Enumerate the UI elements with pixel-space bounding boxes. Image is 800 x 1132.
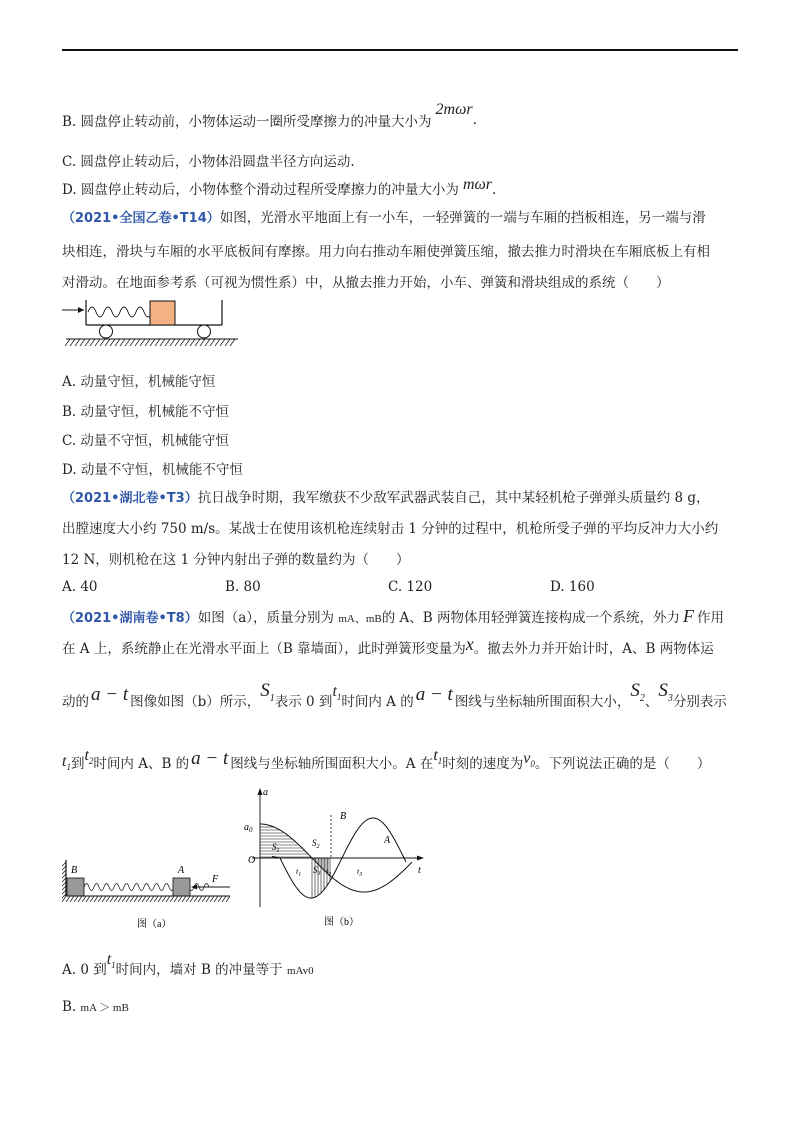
hatch-stroke [220,339,225,346]
q1-option-b: B. 动量守恒，机械能不守恒 [62,404,230,420]
hatch-stroke [180,339,185,346]
t1-label: $t_1$ [296,867,302,878]
hatch-stroke [158,896,162,902]
hatch-stroke [126,896,130,902]
hatch-stroke [145,339,150,346]
hatch-stroke [95,339,100,346]
q3-option-b: B. mA ＞ mB [62,999,129,1015]
label-F: F [212,874,219,885]
hatch-stroke [110,339,115,346]
hatch-stroke [106,896,110,902]
q2-source: （2021•湖北卷•T3） [62,491,198,506]
q3-source: （2021•湖南卷•T8） [62,611,198,626]
a-axis-arrow [258,788,263,795]
hatch-stroke [125,339,130,346]
q1-option-d: D. 动量不守恒，机械能不守恒 [62,462,243,478]
hatch-stroke [185,339,190,346]
hatch-stroke [146,896,150,902]
q1-stem-line1: （2021•全国乙卷•T14）如图，光滑水平地面上有一小车，一轻弹簧的一端与车厢的挡板相连，另一端与滑 [62,210,706,226]
hatch-stroke [194,896,198,902]
hatch-stroke [66,896,70,902]
ground-hatching [65,339,235,346]
hatch-stroke [205,339,210,346]
q2-stem-line3: 12 N，则机枪在这 1 分钟内射出子弹的数量约为（ ） [62,552,410,568]
force-arrow-head [191,885,197,890]
header-rule [62,49,738,51]
q1-cart-figure [62,298,242,350]
hatch-stroke [225,339,230,346]
q3-stem-line4: $t_1$到$t_2$时间内 A、B 的 a − t 图线与坐标轴所围面积大小。A 在$t_1$时刻的速度为$v_0$。下列说法正确的是（ ） [62,747,711,773]
hatch-stroke [114,896,118,902]
origin-label: O [248,855,256,866]
curve-B-label: B [340,811,347,822]
hatch-stroke [134,896,138,902]
q2-option-c: C. 120 [388,579,433,595]
hatch-stroke [118,896,122,902]
hatch-stroke [162,896,166,902]
hatch-stroke [86,896,90,902]
hatch-stroke [222,896,226,902]
t-axis-label: t [418,865,421,876]
hatch-stroke [138,896,142,902]
hatch-stroke [135,339,140,346]
hatch-stroke [230,339,235,346]
S1-label: $S_1$ [272,842,280,854]
hatch-stroke [210,896,214,902]
hatch-stroke [130,896,134,902]
q1-option-a: A. 动量守恒，机械能守恒 [62,374,216,390]
S3-label: $S_3$ [313,865,321,877]
prev-option-b: B. 圆盘停止转动前，小物体运动一圈所受摩擦力的冲量大小为2mωr. [62,101,477,130]
hatch-stroke [122,896,126,902]
q3-figure-b [240,785,430,935]
wheel-left [100,325,113,338]
q3-stem-line1: （2021•湖南卷•T8）如图（a），质量分别为 mA、mB的 A、B 两物体用轻弹簧连接构成一个系统，外力 F 作用 [62,606,724,626]
hatch-stroke [100,339,105,346]
hatch-stroke [175,339,180,346]
prev-option-c: C. 圆盘停止转动后，小物体沿圆盘半径方向运动. [62,154,355,170]
q2-option-d: D. 160 [550,579,595,595]
hatch-stroke [155,339,160,346]
hatch-stroke [65,339,70,346]
hatch-stroke [105,339,110,346]
hatch-stroke [80,339,85,346]
label-B: B [71,865,78,876]
q1-stem-line3: 对滑动。在地面参考系（可视为惯性系）中，从撤去推力开始，小车、弹簧和滑块组成的系统（ ） [62,275,670,291]
caption-b: 图（b） [324,917,359,928]
hatch-stroke [200,339,205,346]
hatch-stroke [82,896,86,902]
hatch-stroke [75,339,80,346]
math-2mwr: 2mωr [435,101,473,118]
prev-option-d: D. 圆盘停止转动后，小物体整个滑动过程所受摩擦力的冲量大小为 mωr. [62,176,497,198]
hatch-stroke [215,339,220,346]
hatch-stroke [160,339,165,346]
hatch-stroke [102,896,106,902]
hatch-stroke [226,896,230,902]
hatch-stroke [85,339,90,346]
hatch-stroke [115,339,120,346]
q3-stem-line2: 在 A 上，系统静止在光滑水平面上（B 靠墙面），此时弹簧形变量为x。撤去外力并开始计时，A、B 两物体运 [62,634,714,657]
hatch-stroke [74,896,78,902]
hatch-stroke [190,339,195,346]
q2-option-a: A. 40 [62,579,98,595]
q1-source: （2021•全国乙卷•T14） [62,211,220,226]
q2-stem-line1: （2021•湖北卷•T3）抗日战争时期，我军缴获不少敌军武器武装自己，其中某轻机枪子弹弹头质量约 8 g， [62,490,710,506]
block-B [67,878,84,896]
hatch-stroke [70,339,75,346]
hatch-stroke [110,896,114,902]
a-axis-label: a [263,787,268,798]
hatch-stroke [170,896,174,902]
t-axis-arrow [417,856,424,861]
hatch-stroke [190,896,194,902]
wheel-right [198,325,211,338]
caption-a: 图（a） [137,919,172,930]
hatch-stroke [165,339,170,346]
hatch-stroke [150,339,155,346]
block-A [173,878,190,896]
math-mwr: mωr [462,176,493,193]
hatch-stroke [218,896,222,902]
a0-label: $a_0$ [244,822,253,834]
S2-label: $S_2$ [312,838,320,850]
hatch-stroke [210,339,215,346]
curve-A-label: A [384,835,391,846]
hatch-stroke [140,339,145,346]
hatch-stroke [90,339,95,346]
label-A: A [178,865,185,876]
symbol-F: F [682,606,694,626]
hatch-stroke [166,896,170,902]
hatch-stroke [198,896,202,902]
t2-label: $t_2$ [326,867,332,878]
t3-label: $t_3$ [357,867,363,878]
symbol-x: x [465,634,474,654]
q3-option-a: A. 0 到$t_1$时间内，墙对 B 的冲量等于 mAv0 [62,951,314,978]
push-arrow-head [78,307,84,313]
q2-stem-line2: 出膛速度大小约 750 m/s。某战士在使用该机枪连续射击 1 分钟的过程中，机枪所受子弹的平均反冲力大小约 [62,521,719,537]
q3-stem-line3: 动的 a − t 图像如图（b）所示，$S_1$表示 0 到$t_1$时间内 A 的 a − t 图线与坐标轴所围面积大小，$S_2$、$S_3$分别表示 [62,680,727,710]
hatch-stroke [98,896,102,902]
hatch-stroke [170,339,175,346]
slider-block [150,301,175,325]
area-S1-hatching [260,827,311,857]
hatch-stroke [195,339,200,346]
q3-figure-a [62,860,242,930]
hatch-stroke [186,896,190,902]
hatch-stroke [70,896,74,902]
hatch-stroke [62,896,66,902]
hatch-stroke [154,896,158,902]
hatch-stroke [206,896,210,902]
hatch-stroke [130,339,135,346]
hatch-stroke [90,896,94,902]
hatch-stroke [214,896,218,902]
floor-hatching [62,896,230,902]
hatch-stroke [94,896,98,902]
hatch-stroke [142,896,146,902]
hatch-stroke [78,896,82,902]
hatch-stroke [178,896,182,902]
hatch-stroke [150,896,154,902]
hatch-stroke [182,896,186,902]
q1-option-c: C. 动量不守恒，机械能守恒 [62,433,229,449]
q2-option-b: B. 80 [225,579,261,595]
hatch-stroke [120,339,125,346]
q1-stem-line2: 块相连，滑块与车厢的水平底板间有摩擦。用力向右推动车厢使弹簧压缩，撤去推力时滑块在车厢底板上有相 [62,244,710,260]
hatch-stroke [202,896,206,902]
hatch-stroke [174,896,178,902]
